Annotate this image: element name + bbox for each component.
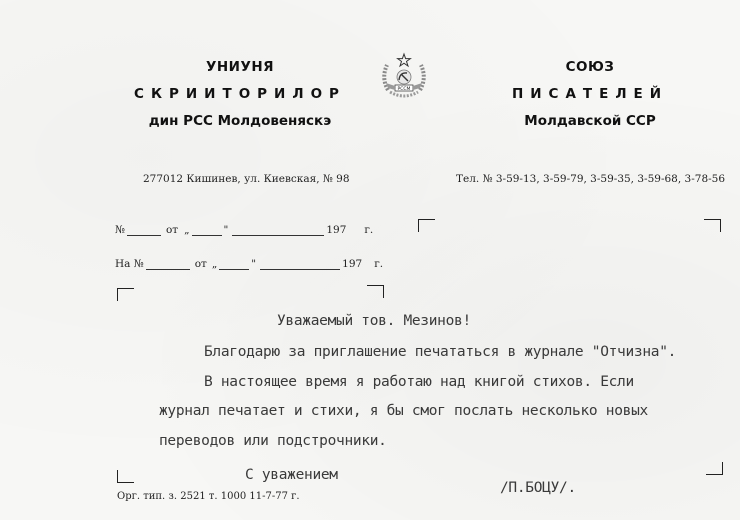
number-blank <box>127 225 161 236</box>
open-quote: „ <box>184 224 190 236</box>
letterhead-left-line3: дин РСС Молдовеняскэ <box>148 113 332 129</box>
corner-mark-top-left-address <box>418 219 435 232</box>
corner-mark-top-left-text <box>117 288 134 301</box>
paragraph-2-line-2: журнал печатает и стихи, я бы смог послать несколько новых <box>159 403 648 419</box>
letterhead-right-line3: Молдавской ССР <box>524 113 656 129</box>
letterhead-left-line2: СКРИИТОРИЛОР <box>134 86 346 102</box>
month-blank <box>232 225 324 236</box>
letterhead-right-line1: СОЮЗ <box>565 59 615 75</box>
incoming-reference-line <box>115 258 383 270</box>
close-quote: " <box>223 224 229 236</box>
moldavian-ssr-coat-of-arms-icon <box>378 50 430 102</box>
number-blank <box>146 259 190 270</box>
corner-mark-top-right-address <box>704 219 721 232</box>
paragraph-2-line-1: В настоящее время я работаю над книгой стихов. Если <box>204 374 634 390</box>
reply-to-number-label: На № <box>115 258 144 270</box>
corner-mark-bottom-left <box>117 470 134 483</box>
from-label: от <box>194 258 207 270</box>
corner-mark-top-right-text <box>367 285 384 298</box>
svg-text:РССМ: РССМ <box>397 87 411 92</box>
postal-address: 277012 Кишинев, ул. Киевская, № 98 <box>143 173 350 185</box>
year-prefix: 197 <box>342 258 363 270</box>
paragraph-1: Благодарю за приглашение печататься в журнале "Отчизна". <box>204 344 677 360</box>
salutation: Уважаемый тов. Мезинов! <box>277 313 471 329</box>
year-suffix: г. <box>364 224 374 236</box>
year-prefix: 197 <box>326 224 347 236</box>
month-blank <box>260 259 340 270</box>
corner-mark-bottom-right <box>706 462 723 475</box>
letterhead-left <box>110 60 370 129</box>
number-label: № <box>115 224 125 236</box>
letterhead-right <box>470 60 710 129</box>
from-label: от <box>165 224 179 236</box>
letterhead-left-line1: УНИУНЯ <box>205 59 275 75</box>
signature: /П.БОЦУ/. <box>500 480 576 496</box>
year-suffix: г. <box>374 258 384 270</box>
outgoing-reference-line <box>115 224 373 236</box>
closing: С уважением <box>245 467 338 483</box>
close-quote: " <box>251 258 257 270</box>
open-quote: „ <box>211 258 218 270</box>
printing-imprint: Орг. тип. з. 2521 т. 1000 11-7-77 г. <box>117 491 300 502</box>
day-blank <box>192 225 222 236</box>
letterhead-right-line2: ПИСАТЕЛЕЙ <box>511 86 669 102</box>
day-blank <box>219 259 249 270</box>
phone-numbers: Тел. № 3-59-13, 3-59-79, 3-59-35, 3-59-68, 3-78-56 <box>456 173 726 185</box>
paragraph-2-line-3: переводов или подстрочники. <box>159 433 387 449</box>
